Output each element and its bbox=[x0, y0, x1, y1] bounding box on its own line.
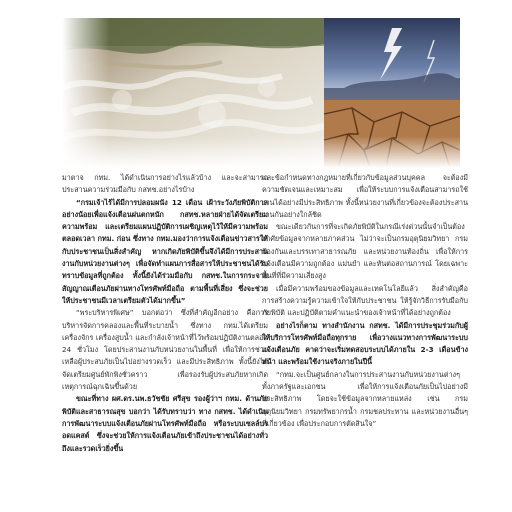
paragraph: และข้อกำหนดทางกฎหมายที่เกี่ยวกับข้อมูลส่วนบุคคล จะต้องมีความชัดเจนและเหมาะสม เพื่อให้ระบบการแจ้งเตือนสามารถใช้งานได้อย่างมีประสิทธิภาพ ทั้งนี้หน่วยงานที่เกี่ยวข้องจะต้องประสานงานกันอย่างใกล้ชิด bbox=[262, 173, 468, 219]
paragraph: “กทม.จะเป็นศูนย์กลางในการประสานงานกับหน่วยงานต่างๆ ทั้งภาครัฐและเอกชน เพื่อให้การแจ้งเตือนภัยเป็นไปอย่างมีประสิทธิภาพ โดยจะใช้ข้อมูลจากหลายแหล่ง เช่น กรมอุตุนิยมวิทยา กรมทรัพยากรน้ำ กรมชลประทาน และหน่วยงานอื่นๆ ที่เกี่ยวข้อง เพื่อประกอบการตัดสินใจ” bbox=[262, 369, 468, 428]
left-text-column bbox=[62, 172, 268, 508]
paragraph: มาตาจ กทม. ได้ดำเนินการอย่างไรแล้วบ้าง และจะสามารถประสานความร่วมมือกับ กสทช.อย่างไรบ้าง bbox=[62, 173, 268, 195]
paragraph: อย่างไรก็ตาม ทางสำนักงาน กสทช. ได้มีการประชุมร่วมกับผู้ให้บริการโทรศัพท์มือถือทุกราย เพื่อวางแนวทางการพัฒนาระบบแจ้งเตือนภัย คาดว่าจะเริ่มทดสอบระบบได้ภายใน 2-3 เดือนข้างหน้า และพร้อมใช้งานจริงภายในปีนี้ bbox=[262, 320, 468, 367]
paragraph: ขณะเดียวกันการที่จะเกิดภัยพิบัติในกรณีเร่งด่วนนั้นจำเป็นต้องอาศัยข้อมูลจากหลายภาคส่วน ไม่ว่าจะเป็นกรมอุตุนิยมวิทยา กรมป้องกันและบรรเทาสาธารณภัย และหน่วยงานท้องถิ่น เพื่อให้การแจ้งเตือนมีความถูกต้อง แม่นยำ และทันต่อสถานการณ์ โดยเฉพาะพื้นที่ที่มีความเสี่ยงสูง bbox=[262, 222, 468, 281]
paragraph: “กรมเจ้าไร้ได้มีการปลอมผนัง 12 เดือน เฝ้าระวังภัยพิบัติกาลอย่างน้อยเพื่อแจ้งเตือนฝนตกหนัก กสทช.หลายฝ่ายได้จัดเตรียมความพร้อม และเตรียมแผนปฏิบัติการเผชิญเหตุไว้ให้มีความพร้อมตลอดเวลา กทม. ก่อน ซึ่งทาง กทม.มองว่าการแจ้งเตือนข่าวสารให้กับประชาชนเป็นสิ่งสำคัญ หากเกิดภัยพิบัติขึ้นจึงได้มีการประสานงานกับหน่วยงานต่างๆ เพื่อจัดทำแผนการสื่อสารให้ประชาชนได้รับทราบข้อมูลที่ถูกต้อง ทั้งนี้ยังได้ร่วมมือกับ กสทช.ในการกระจายสัญญาณเตือนภัยผ่านทางโทรศัพท์มือถือ ตามพื้นที่เสี่ยง ซึ่งจะช่วยให้ประชาชนมีเวลาเตรียมตัวได้มากขึ้น” bbox=[62, 197, 268, 305]
right-text-column bbox=[262, 172, 468, 508]
header-illustration bbox=[62, 18, 460, 168]
paragraph: เมื่อมีความพร้อมของข้อมูลและเทคโนโลยีแล้ว สิ่งสำคัญคือการสร้างความรู้ความเข้าใจให้กับประชาชน ให้รู้จักวิธีการรับมือกับภัยพิบัติ และปฏิบัติตามคำแนะนำของเจ้าหน้าที่ได้อย่างถูกต้อง bbox=[262, 283, 468, 318]
paragraph: “พระบริหารพิเศษ” บอกต่อว่า ซึ่งที่สำคัญอีกอย่าง คือการบริหารจัดการคลองและพื้นที่ระบายน้ำ ซึ่งทาง กทม.ได้เตรียมเครื่องจักร เครื่องสูบน้ำ และกำลังเจ้าหน้าที่ไว้พร้อมปฏิบัติงานตลอด 24 ชั่วโมง โดยประสานงานกับหน่วยงานในพื้นที่ เพื่อให้การช่วยเหลือผู้ประสบภัยเป็นไปอย่างรวดเร็ว และมีประสิทธิภาพ ทั้งนี้ยังได้จัดเตรียมศูนย์พักพิงชั่วคราว เพื่อรองรับผู้ประสบภัยหากเกิดเหตุการณ์ฉุกเฉินขึ้นด้วย bbox=[62, 308, 268, 392]
paragraph: ขณะที่ทาง ผศ.ดร.นพ.ธวัชชัย ศรีสุข รองผู้ว่าฯ กทม. ด้านภัยพิบัติและสาธารณสุข บอกว่า ได้รับทราบว่า ทาง กสทช. ได้ดำเนินการพัฒนาระบบแจ้งเตือนภัยผ่านโทรศัพท์มือถือ หรือระบบเซลล์บรอดแคสต์ ซึ่งจะช่วยให้การแจ้งเตือนภัยเข้าถึงประชาชนได้อย่างทั่วถึงและรวดเร็วยิ่งขึ้น bbox=[62, 394, 268, 453]
flood-drought-storm-image bbox=[62, 18, 460, 168]
